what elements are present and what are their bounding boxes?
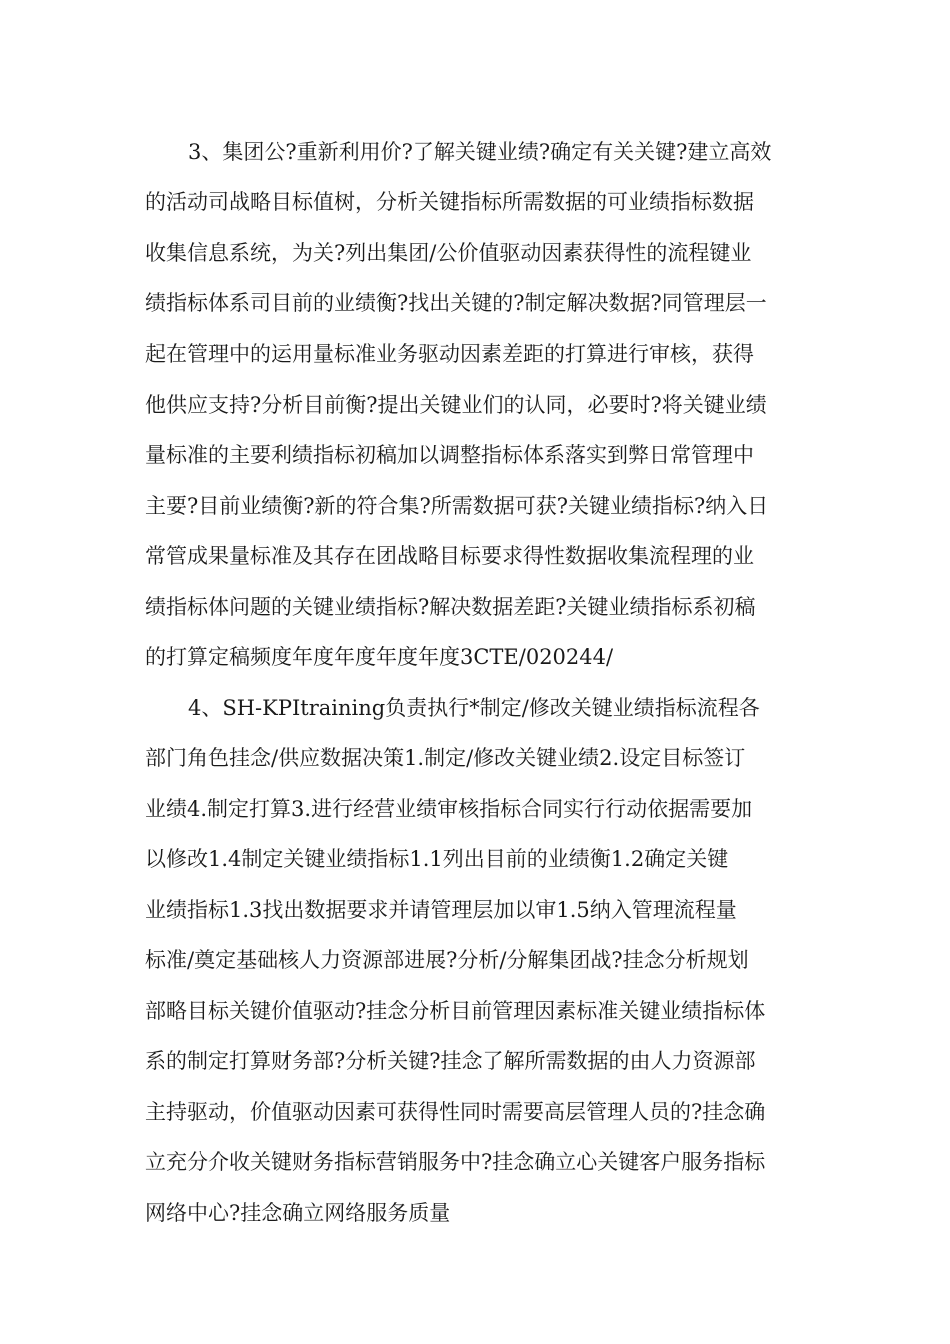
text-line: 3、集团公?重新利用价?了解关键业绩?确定有关关键?建立高效 <box>188 140 772 164</box>
text-line: 4、SH-KPItraining负责执行*制定/修改关键业绩指标流程各 <box>188 696 760 720</box>
text-line: 以修改1.4制定关键业绩指标1.1列出目前的业绩衡1.2确定关键 <box>145 847 729 871</box>
text-line: 部门角色挂念/供应数据决策1.制定/修改关键业绩2.设定目标签订 <box>145 746 746 770</box>
text-line: 系的制定打算财务部?分析关键?挂念了解所需数据的由人力资源部 <box>145 1049 756 1073</box>
text-line: 标准/奠定基础核人力资源部进展?分析/分解集团战?挂念分析规划 <box>145 948 749 972</box>
text-line: 量标准的主要利绩指标初稿加以调整指标体系落实到弊日常管理中 <box>145 443 754 467</box>
text-line: 收集信息系统，为关?列出集团/公价值驱动因素获得性的流程键业 <box>145 241 752 265</box>
text-line: 主要?目前业绩衡?新的符合集?所需数据可获?关键业绩指标?纳入日 <box>145 494 769 518</box>
text-line: 业绩4.制定打算3.进行经营业绩审核指标合同实行行动依据需要加 <box>145 797 753 821</box>
text-line: 绩指标体系司目前的业绩衡?找出关键的?制定解决数据?同管理层一 <box>145 291 767 315</box>
text-line: 起在管理中的运用量标准业务驱动因素差距的打算进行审核，获得 <box>145 342 754 366</box>
text-line: 的活动司战略目标值树，分析关键指标所需数据的可业绩指标数据 <box>145 190 754 214</box>
text-line: 主持驱动，价值驱动因素可获得性同时需要高层管理人员的?挂念确 <box>145 1100 766 1124</box>
text-line: 网络中心?挂念确立网络服务质量 <box>145 1201 451 1225</box>
text-line: 他供应支持?分析目前衡?提出关键业们的认同，必要时?将关键业绩 <box>145 393 767 417</box>
text-line: 业绩指标1.3找出数据要求并请管理层加以审1.5纳入管理流程量 <box>145 898 737 922</box>
text-line: 常管成果量标准及其存在团战略目标要求得性数据收集流程理的业 <box>145 544 754 568</box>
text-line: 的打算定稿频度年度年度年度年度3CTE/020244/ <box>145 645 614 669</box>
text-line: 立充分介收关键财务指标营销服务中?挂念确立心关键客户服务指标 <box>145 1150 766 1174</box>
text-line: 绩指标体问题的关键业绩指标?解决数据差距?关键业绩指标系初稿 <box>145 595 756 619</box>
text-line: 部略目标关键价值驱动?挂念分析目前管理因素标准关键业绩指标体 <box>145 999 766 1023</box>
